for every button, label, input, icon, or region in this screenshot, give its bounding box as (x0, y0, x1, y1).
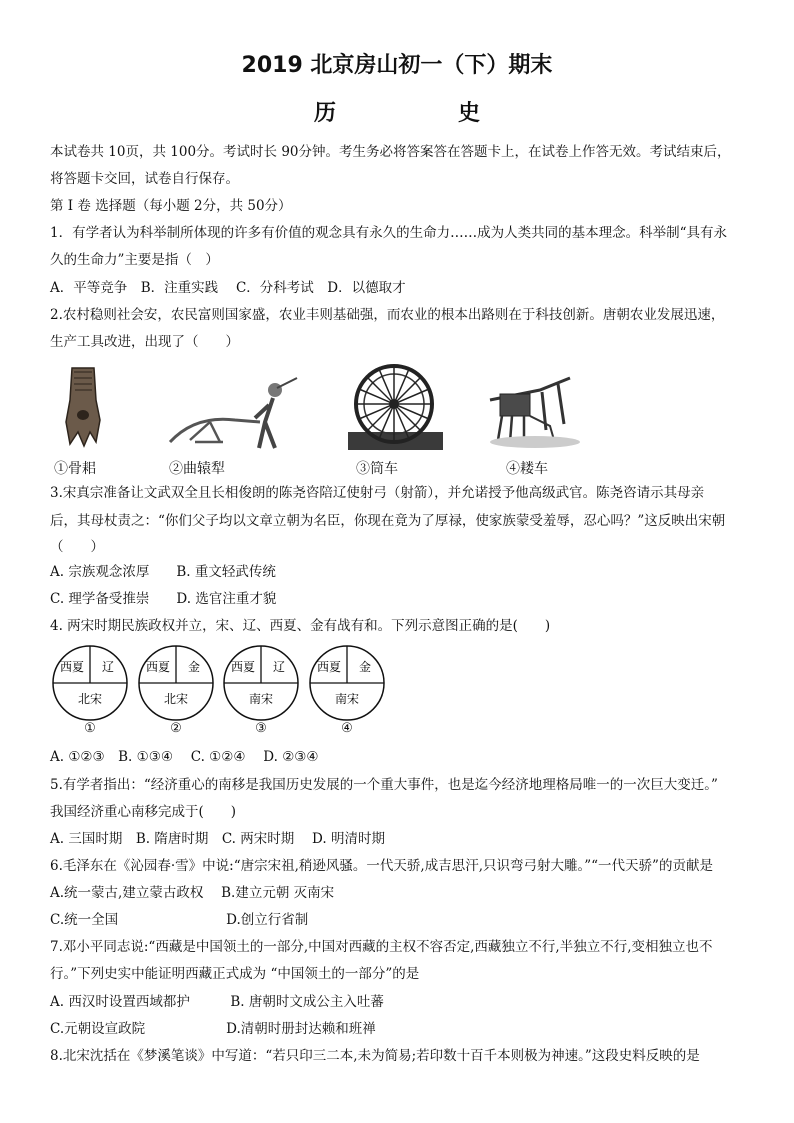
q4-d4-bottom: 南宋 (334, 692, 360, 706)
q4-d1-num: ① (84, 721, 96, 736)
q2-stem-line-2: 生产工具改进，出现了（ ） (50, 334, 239, 350)
q1-options: A．平等竞争 B．注重实践 C．分科考试 D．以德取才 (50, 280, 406, 296)
q2-stem-line-1: 2.农村稳则社会安，农民富则国家盛，农业丰则基础强，而农业的根本出路则在于科技创新。唐朝农业发展迅速， (50, 307, 725, 323)
section-heading: 第 I 卷 选择题（每小题 2分，共 50分） (50, 198, 292, 214)
q3-options-2: C. 理学备受推崇 D. 选官注重才貌 (50, 591, 277, 607)
q4-d3-left: 西夏 (230, 660, 256, 674)
q4-options: A. ①②③ B. ①③④ C. ①②④ D. ②③④ (50, 749, 319, 765)
q6-options-2: C.统一全国 D.创立行省制 (50, 912, 309, 928)
q4-d2-bottom: 北宋 (163, 692, 189, 706)
q2-caption-2: ②曲辕犁 (169, 461, 225, 477)
q4-d3-num: ③ (255, 721, 267, 736)
q2-image-2 (165, 360, 295, 478)
q3-options-1: A. 宗族观念浓厚 B. 重文轻武传统 (50, 564, 276, 580)
q2-caption-3: ③筒车 (356, 461, 398, 477)
q1-stem-line-1: 1．有学者认为科举制所体现的许多有价值的观念具有永久的生命力……成为人类共同的基本理念。科举制“具有永 (50, 225, 727, 241)
curved-plough-icon (165, 360, 305, 455)
subject-title: 历 史 (313, 100, 530, 126)
q6-options-1: A.统一蒙古,建立蒙古政权 B.建立元朝 灭南宋 (50, 885, 335, 901)
q4-diagram-4 (307, 645, 387, 740)
instruction-line-2: 将答题卡交回，试卷自行保存。 (50, 171, 239, 187)
q3-stem-line-2: 后，其母杖责之：“你们父子均以文章立朝为名臣，你现在竟为了厚禄，使家族蒙受羞辱，忍心吗？”这反映出宋朝 (50, 513, 726, 529)
q6-stem: 6.毛泽东在《沁园春·雪》中说:“唐宗宋祖,稍逊风骚。一代天骄,成吉思汗,只识弯弓射大雕。”“一代天骄”的贡献是 (50, 858, 713, 874)
q2-caption-1: ①骨耜 (54, 461, 96, 477)
q4-d2-right: 金 (187, 660, 201, 674)
q4-d2-left: 西夏 (145, 660, 171, 674)
q4-d1-bottom: 北宋 (77, 692, 103, 706)
q4-d4-left: 西夏 (316, 660, 342, 674)
q4-stem: 4. 两宋时期民族政权并立，宋、辽、西夏、金有战有和。下列示意图正确的是( ) (50, 618, 551, 634)
q4-d3-right: 辽 (272, 660, 286, 674)
q2-image-4 (480, 360, 610, 478)
exam-title: 2019 北京房山初一（下）期末 (241, 53, 553, 78)
q7-stem-line-1: 7.邓小平同志说:“西藏是中国领土的一部分,中国对西藏的主权不容否定,西藏独立不行,半独立不行,变相独立也不 (50, 939, 713, 955)
seed-drill-icon (480, 360, 590, 455)
water-wheel-icon (342, 360, 452, 455)
q7-stem-line-2: 行。”下列史实中能证明西藏正式成为 “中国领土的一部分”的是 (50, 966, 420, 982)
q5-stem-line-1: 5.有学者指出：“经济重心的南移是我国历史发展的一个重大事件，也是迄今经济地理格局唯一的一次巨大变迁。” (50, 777, 718, 793)
q5-options: A. 三国时期 B. 隋唐时期 C. 两宋时期 D. 明清时期 (50, 831, 385, 847)
q5-stem-line-2: 我国经济重心南移完成于( ) (50, 804, 237, 820)
instruction-line-1: 本试卷共 10页，共 100分。考试时长 90分钟。考生务必将答案答在答题卡上，在试卷上作答无效。考试结束后， (50, 144, 731, 160)
q7-options-1: A. 西汉时设置西域都护 B. 唐朝时文成公主入吐蕃 (50, 994, 384, 1010)
q4-diagram-3 (221, 645, 301, 740)
q3-stem-line-1: 3.宋真宗准备让文武双全且长相俊朗的陈尧咨陪辽使射弓（射箭），并允诺授予他高级武官。陈尧咨请示其母亲 (50, 485, 705, 501)
q4-d4-right: 金 (358, 660, 372, 674)
q4-diagram-2 (136, 645, 216, 740)
q1-stem-line-2: 久的生命力”主要是指（ ） (50, 252, 219, 268)
q2-tool-images (50, 360, 610, 480)
q3-stem-line-3: （ ） (50, 539, 104, 555)
q4-diagrams (50, 645, 390, 740)
q4-diagram-1 (50, 645, 130, 740)
q4-d1-right: 辽 (101, 660, 115, 674)
q2-caption-4: ④耧车 (506, 461, 548, 477)
q4-d2-num: ② (170, 721, 182, 736)
q8-stem: 8.北宋沈括在《梦溪笔谈》中写道：“若只印三二本,未为简易;若印数十百千本则极为神速。”这段史料反映的是 (50, 1048, 700, 1064)
q2-image-1 (50, 360, 180, 478)
q2-image-3 (342, 360, 472, 478)
q4-d4-num: ④ (341, 721, 353, 736)
q7-options-2: C.元朝设宣政院 D.清朝时册封达赖和班禅 (50, 1021, 376, 1037)
bone-spade-icon (50, 360, 120, 455)
q4-d1-left: 西夏 (59, 660, 85, 674)
q4-d3-bottom: 南宋 (248, 692, 274, 706)
